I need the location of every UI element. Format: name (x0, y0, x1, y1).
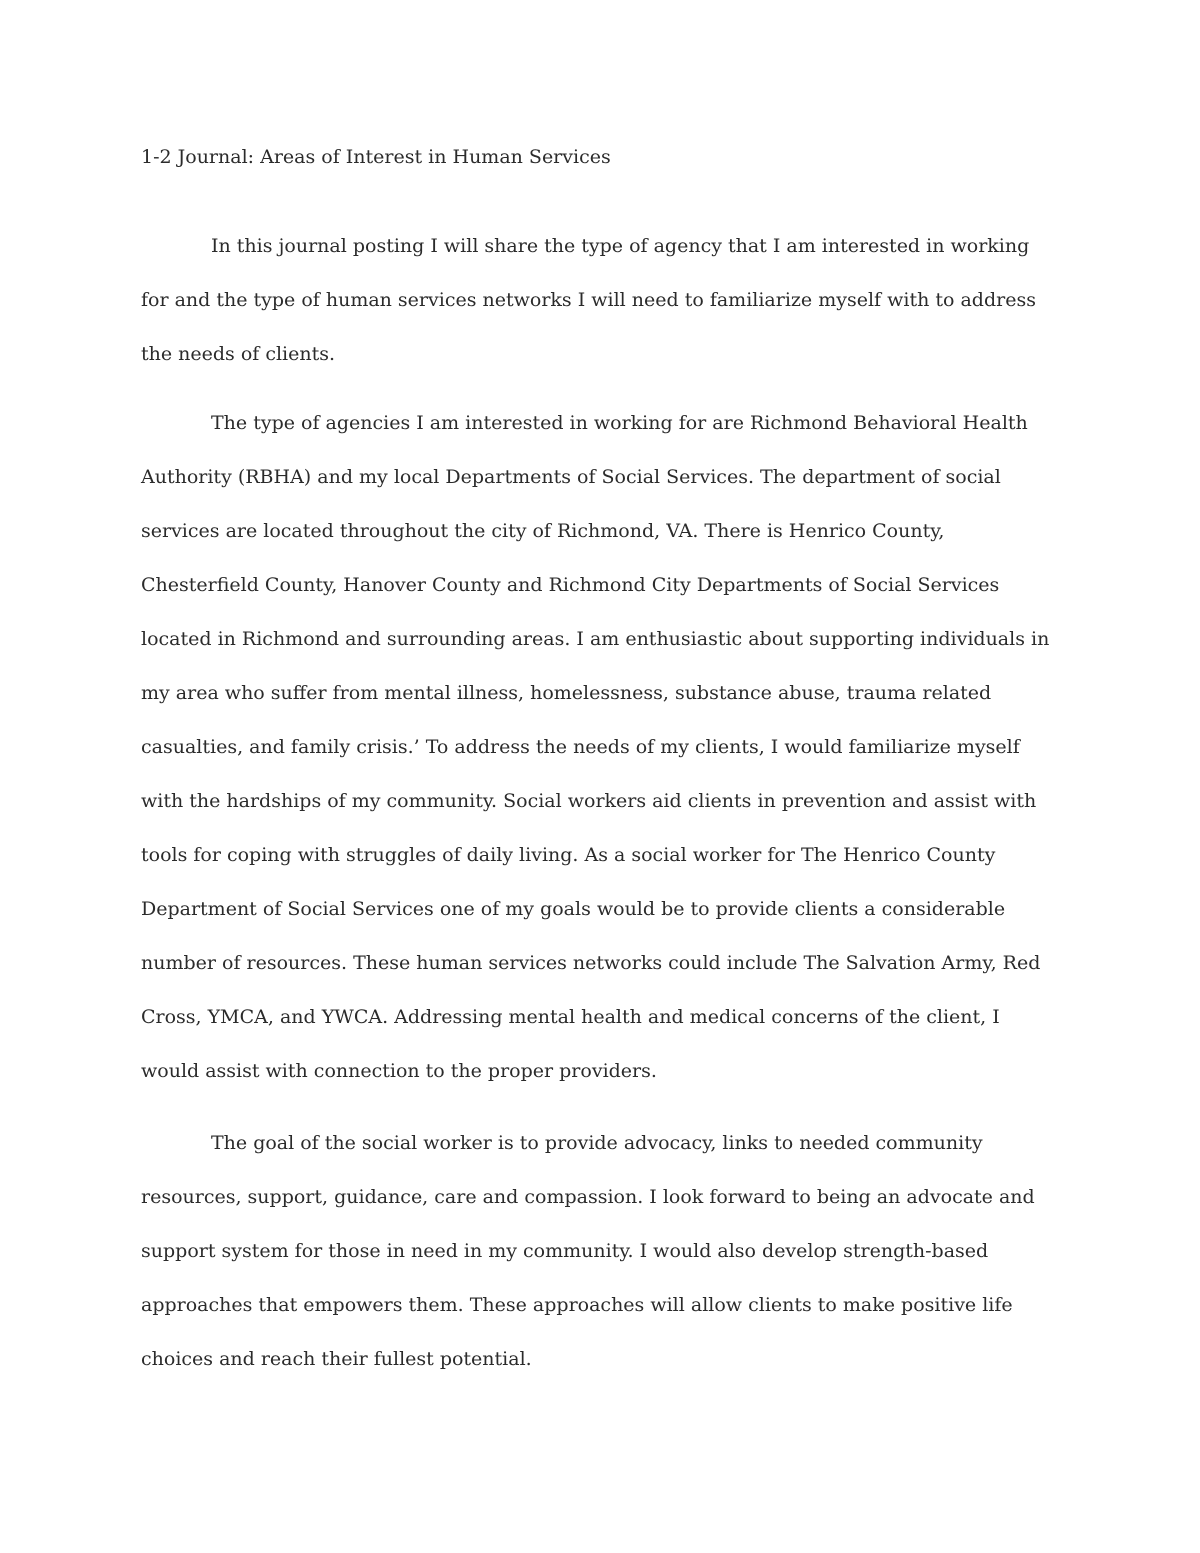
document-title: 1-2 Journal: Areas of Interest in Human Services (141, 146, 611, 168)
paragraph-agencies: The type of agencies I am interested in working for are Richmond Behavioral Health Authority (RBHA) and my local Departments of Social Services. The department of social services are located throughout the city of Richmond, VA. There is Henrico County, Chesterfield County, Hanover County and Richmond City Departments of Social Services located in Richmond and surrounding areas. I am enthusiastic about supporting individuals in my area who suffer from mental illness, homelessness, substance abuse, trauma related casualties, and family crisis.’ To address the needs of my clients, I would familiarize myself with the hardships of my community. Social workers aid clients in prevention and assist with tools for coping with struggles of daily living. As a social worker for The Henrico County Department of Social Services one of my goals would be to provide clients a considerable number of resources. These human services networks could include The Salvation Army, Red Cross, YMCA, and YWCA. Addressing mental health and medical concerns of the client, I would assist with connection to the proper providers. (141, 412, 1050, 1082)
paragraph-intro: In this journal posting I will share the type of agency that I am interested in working for and the type of human services networks I will need to familiarize myself with to address the needs of clients. (141, 235, 1036, 365)
paragraph-goals: The goal of the social worker is to provide advocacy, links to needed community resources, support, guidance, care and compassion. I look forward to being an advocate and support system for those in need in my community. I would also develop strength-based approaches that empowers them. These approaches will allow clients to make positive life choices and reach their fullest potential. (141, 1132, 1035, 1370)
